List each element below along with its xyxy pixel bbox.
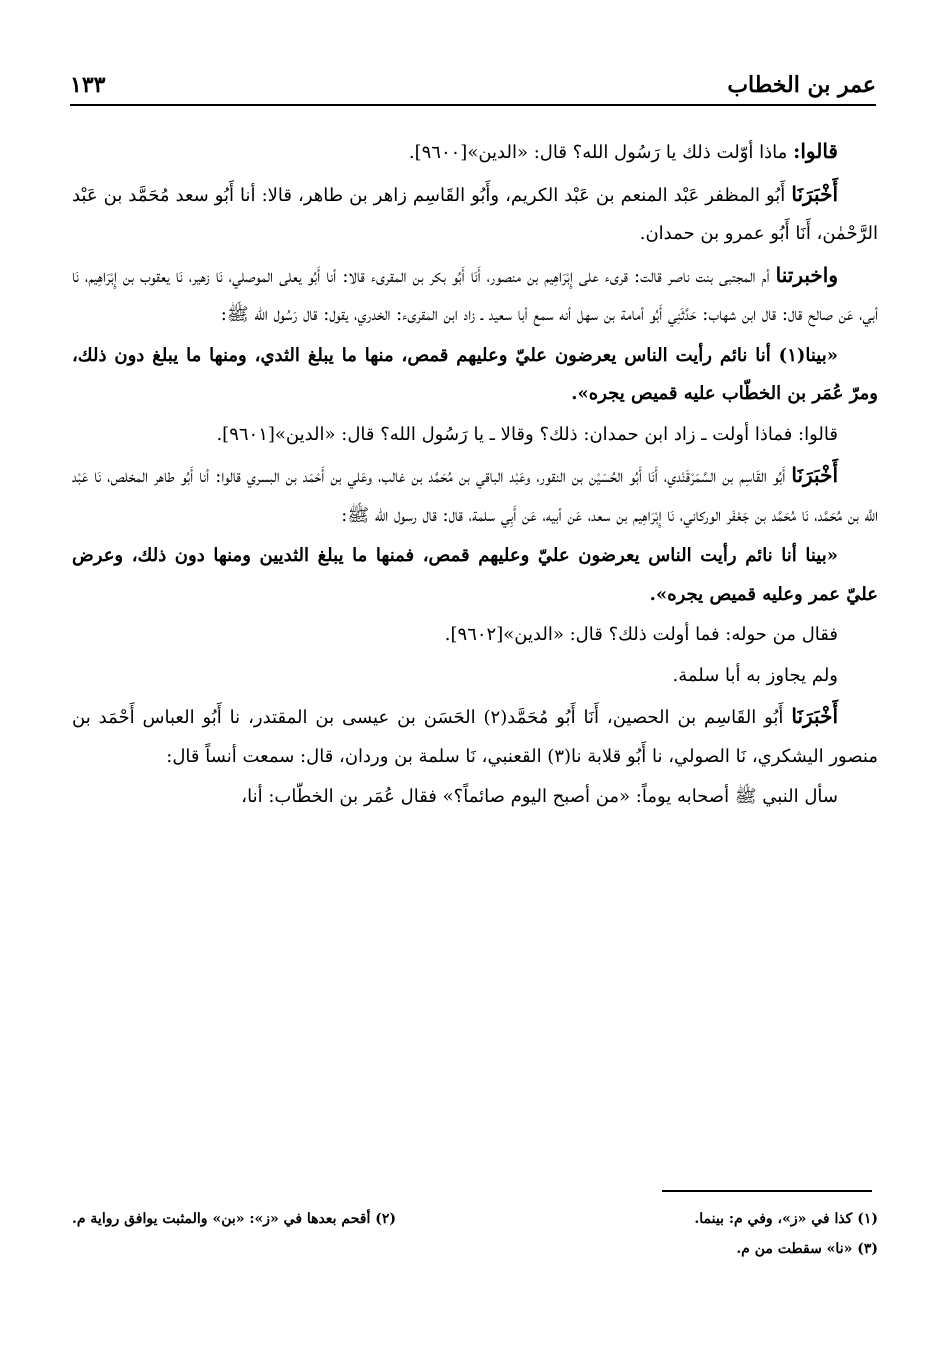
paragraph-text: أَبُو المظفر عَبْد المنعم بن عَبْد الكريم، وأَبُو القَاسِم زاهر بن طاهر، قالا: أنا أَبُو سعد مُحَمَّد بن عَبْد الرَّحْمٰن، أَنَا أَبُو عمرو بن حمدان. — [72, 184, 878, 244]
paragraph-lead: أَخْبَرَنَا — [791, 181, 838, 206]
paragraph-2 — [72, 175, 878, 254]
paragraph-text: أم المجتبى بنت ناصر قالت: قرىء على إِبْرَاهِيم بن منصور، أَنَا أَبُو بكر بن المقرىء قالا: أنا أَبُو يعلى الموصلي، نَا زهير، نَا يعقوب بن إِبْرَاهِيم، نَا أبي، عَن صالح قال: قال ابن شهاب: حَدَّثَنِي أَبُو أمامة بن سهل أنه سمع أبا سعيد ـ زاد ابن المقرىء: الخدري، يقول: قال رَسُول الله ﷺ: — [72, 265, 878, 325]
paragraph-lead: واخبرتنا — [775, 262, 838, 287]
paragraph-8 — [72, 616, 878, 655]
paragraph-3 — [72, 256, 878, 335]
paragraph-text: قالوا: فماذا أولت ـ زاد ابن حمدان: ذلك؟ وقالا ـ يا رَسُول الله؟ قال: «الدين»[٩٦٠١]. — [216, 423, 838, 445]
running-title: عمر بن الخطاب — [727, 72, 876, 98]
paragraph-text: ماذا أوّلت ذلك يا رَسُول الله؟ قال: «الدين»[٩٦٠٠]. — [408, 142, 788, 163]
paragraph-lead: قالوا: — [792, 139, 838, 163]
page-number: ١٣٣ — [70, 72, 106, 98]
paragraph-6 — [72, 456, 878, 535]
paragraph-1 — [72, 132, 878, 173]
paragraph-11 — [72, 778, 878, 817]
paragraph-5 — [72, 416, 878, 455]
paragraph-text: أَبُو القَاسِم بن السَّمَرْقَنْدي، أَنَا أَبُو الحُسَيْن بن النقور، وعَبْد الباقي بن مُحَمَّد بن غالب، وعَلي بن أَحْمَد بن البسري قالوا: أنا أَبُو طاهر المخلص، نَا عَبْد اللَّه بن مُحَمَّد، نَا مُحَمَّد بن جَعْفَر الوركاني، نَا إِبْرَاهِيم بن سعد، عَن أبيه، عَن أَبِي سلمة، قال: قال رسول الله ﷺ: — [72, 466, 878, 526]
paragraph-text: أَبُو القَاسِم بن الحصين، أَنَا أَبُو مُحَمَّد(٢) الحَسَن بن عيسى بن المقتدر، نا أَبُو العباس أَحْمَد بن منصور اليشكري، نَا الصولي، نا أَبُو قلابة نا(٣) القعنبي، نَا سلمة بن وردان، قال: سمعت أنساً قال: — [72, 707, 878, 767]
paragraph-text: فقال من حوله: فما أولت ذلك؟ قال: «الدين»[٩٦٠٢]. — [444, 624, 838, 645]
page-header — [70, 70, 876, 106]
paragraph-text: سأل النبي ﷺ أصحابه يوماً: «من أصبح اليوم صائماً؟» فقال عُمَر بن الخطّاب: أنا، — [241, 786, 838, 807]
paragraph-7 — [72, 537, 878, 614]
footnote-2: (٢) أقحم بعدها في «ز»: «بن» والمثبت يوافق رواية م. — [72, 1211, 397, 1227]
footnotes — [72, 1204, 878, 1264]
footnote-3: (٣) «نا» سقطت من م. — [736, 1241, 878, 1257]
paragraph-text: «بينا أنا نائم رأيت الناس يعرضون عليّ وعليهم قمص، فمنها ما يبلغ الثديين ومنها دون ذلك، وعرض عليّ عمر وعليه قميص يجره». — [72, 545, 878, 605]
footnote-1: (١) كذا في «ز»، وفي م: بينما. — [694, 1211, 878, 1227]
footnote-divider — [662, 1190, 872, 1192]
footnote-row — [72, 1234, 878, 1264]
paragraph-10 — [72, 697, 878, 776]
paragraph-lead: أَخْبَرَنَا — [791, 463, 838, 487]
paragraph-text: «بينا(١) أنا نائم رأيت الناس يعرضون عليّ وعليهم قمص، منها ما يبلغ الثدي، ومنها ما يبلغ دون ذلك، ومرّ عُمَر بن الخطّاب عليه قميص يجره». — [72, 344, 878, 404]
paragraph-lead: أَخْبَرَنَا — [791, 704, 838, 728]
paragraph-9 — [72, 657, 878, 696]
main-text — [72, 132, 878, 819]
paragraph-text: ولم يجاوز به أبا سلمة. — [672, 664, 838, 686]
footnote-row — [72, 1204, 878, 1234]
paragraph-4 — [72, 337, 878, 414]
